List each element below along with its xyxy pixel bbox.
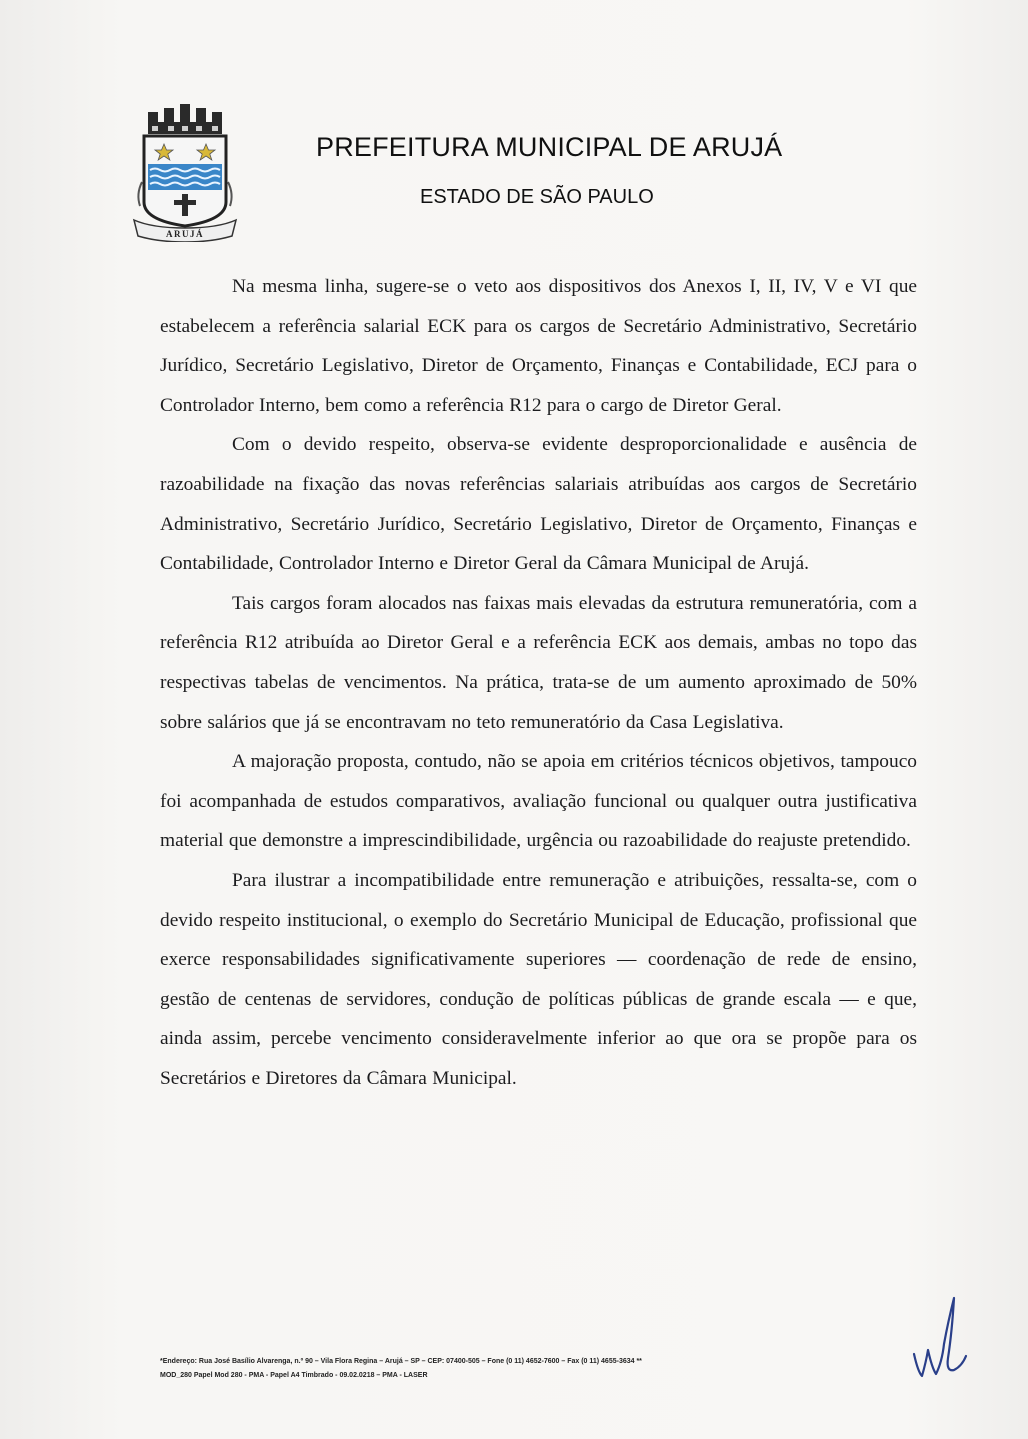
paragraph: Para ilustrar a incompatibilidade entre remuneração e atribuições, ressalta-se, com o devido respeito institucional, o exemplo do Secretário Municipal de Educação, profissional que exerce responsabilidades significativamente superiores — coordenação de rede de ensino, gestão de centenas de servidores, condução de políticas públicas de grande escala — e que, ainda assim, percebe vencimento consideravelmente inferior ao que ora se propõe para os Secretários e Diretores da Câmara Municipal. <box>160 869 917 1089</box>
page-subtitle: ESTADO DE SÃO PAULO <box>420 186 654 208</box>
letterhead-footer <box>160 1355 642 1383</box>
document-body <box>160 267 917 1098</box>
handwritten-signature <box>908 1292 970 1388</box>
coat-of-arms-label: ARUJÁ <box>166 229 204 239</box>
page-title: PREFEITURA MUNICIPAL DE ARUJÁ <box>316 132 783 162</box>
footer-address: *Endereço: Rua José Basílio Alvarenga, n.º 90 – Vila Flora Regina – Arujá – SP – CEP: 07400-505 – Fone (0 11) 4652-7600 – Fax (0 11) 4655-3634 ** <box>160 1358 642 1365</box>
paragraph: A majoração proposta, contudo, não se apoia em critérios técnicos objetivos, tampouco foi acompanhada de estudos comparativos, avaliação funcional ou qualquer outra justificativa material que demonstre a imprescindibilidade, urgência ou razoabilidade do reajuste pretendido. <box>160 751 917 852</box>
paragraph: Na mesma linha, sugere-se o veto aos dispositivos dos Anexos I, II, IV, V e VI que estabelecem a referência salarial ECK para os cargos de Secretário Administrativo, Secretário Jurídico, Secretário Legislativo, Diretor de Orçamento, Finanças e Contabilidade, ECJ para o Controlador Interno, bem como a referência R12 para o cargo de Diretor Geral. <box>160 276 917 416</box>
paragraph: Tais cargos foram alocados nas faixas mais elevadas da estrutura remuneratória, com a referência R12 atribuída ao Diretor Geral e a referência ECK aos demais, ambas no topo das respectivas tabelas de vencimentos. Na prática, trata-se de um aumento aproximado de 50% sobre salários que já se encontravam no teto remuneratório da Casa Legislativa. <box>160 592 917 733</box>
coat-of-arms-logo <box>132 102 238 242</box>
footer-form-code: MOD_280 Papel Mod 280 - PMA - Papel A4 Timbrado - 09.02.0218 – PMA - LASER <box>160 1372 428 1379</box>
paragraph: Com o devido respeito, observa-se evidente desproporcionalidade e ausência de razoabilidade na fixação das novas referências salariais atribuídas aos cargos de Secretário Administrativo, Secretário Jurídico, Secretário Legislativo, Diretor de Orçamento, Finanças e Contabilidade, Controlador Interno e Diretor Geral da Câmara Municipal de Arujá. <box>160 434 917 575</box>
